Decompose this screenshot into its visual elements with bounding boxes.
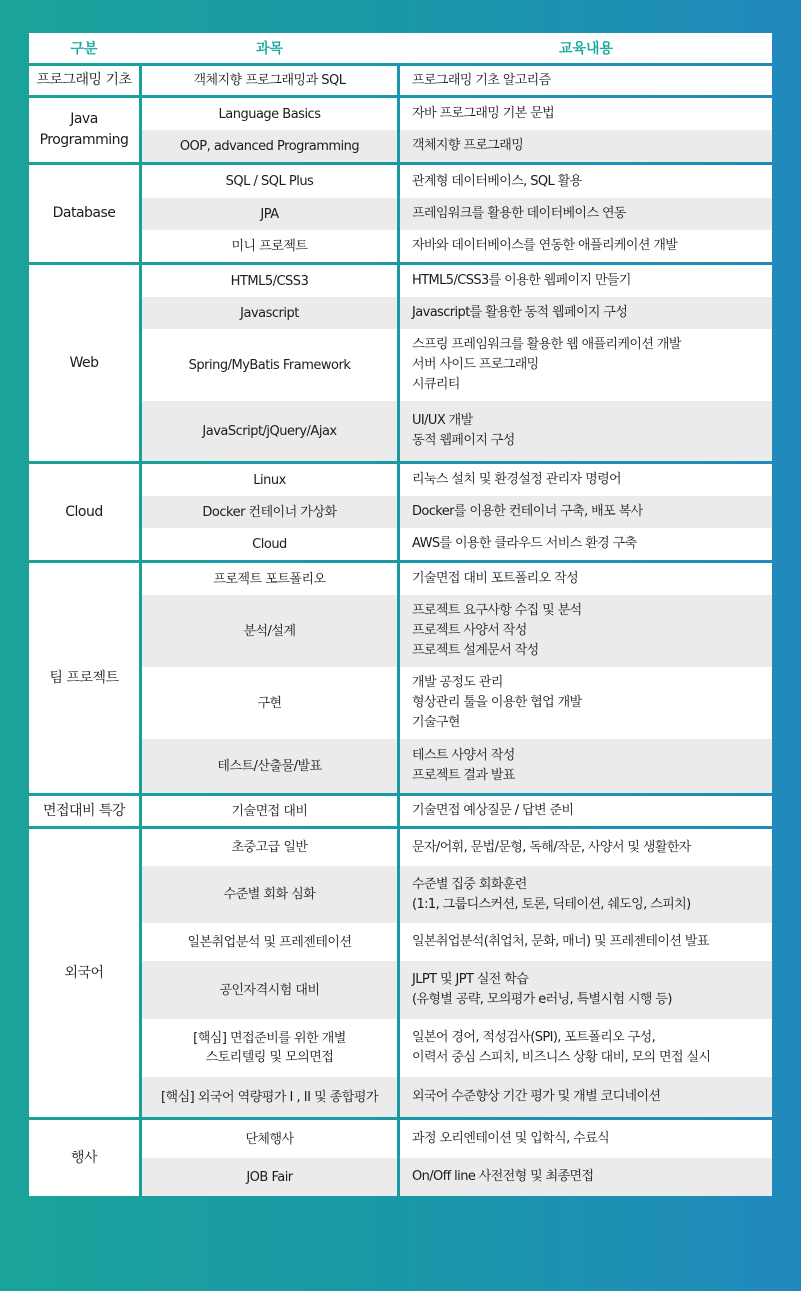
- subject-cell: 일본취업분석 및 프레젠테이션: [142, 923, 397, 961]
- table-row: [142, 667, 772, 739]
- content-cell: AWS를 이용한 클라우드 서비스 환경 구축: [400, 528, 772, 560]
- subject-rows: [142, 829, 772, 1117]
- category-group: [29, 464, 772, 560]
- table-row: [142, 265, 772, 297]
- subject-cell: JPA: [142, 198, 397, 230]
- category-cell: 면접대비 특강: [29, 796, 139, 826]
- content-cell: UI/UX 개발 동적 웹페이지 구성: [400, 401, 772, 461]
- content-cell: 기술면접 대비 포트폴리오 작성: [400, 563, 772, 595]
- content-cell: Javascript를 활용한 동적 웹페이지 구성: [400, 297, 772, 329]
- subject-rows: [142, 1120, 772, 1196]
- category-group: [29, 1120, 772, 1196]
- subject-cell: 초중고급 일반: [142, 829, 397, 866]
- subject-cell: [핵심] 외국어 역량평가 I , II 및 종합평가: [142, 1077, 397, 1117]
- content-cell: 프레임워크를 활용한 데이터베이스 연동: [400, 198, 772, 230]
- table-row: [142, 198, 772, 230]
- table-row: [142, 98, 772, 130]
- header-subject: 과목: [255, 41, 284, 57]
- subject-cell: [핵심] 면접준비를 위한 개별 스토리텔링 및 모의면접: [142, 1019, 397, 1077]
- table-row: [142, 464, 772, 496]
- table-row: [142, 1077, 772, 1117]
- subject-cell: Cloud: [142, 528, 397, 560]
- table-row: [142, 739, 772, 793]
- content-cell: 자바와 데이터베이스를 연동한 애플리케이션 개발: [400, 230, 772, 262]
- content-cell: On/Off line 사전전형 및 최종면접: [400, 1158, 772, 1196]
- category-group: [29, 829, 772, 1117]
- subject-cell: Javascript: [142, 297, 397, 329]
- subject-cell: JavaScript/jQuery/Ajax: [142, 401, 397, 461]
- category-cell: 외국어: [29, 829, 139, 1117]
- category-group: [29, 66, 772, 95]
- subject-cell: 분석/설계: [142, 595, 397, 667]
- content-cell: Docker를 이용한 컨테이너 구축, 배포 복사: [400, 496, 772, 528]
- table-row: [142, 829, 772, 866]
- category-group: [29, 796, 772, 826]
- table-row: [142, 496, 772, 528]
- table-row: [142, 401, 772, 461]
- header-content: 교육내용: [558, 41, 614, 57]
- table-row: [142, 563, 772, 595]
- subject-cell: 기술면접 대비: [142, 796, 397, 826]
- content-cell: JLPT 및 JPT 실전 학습 (유형별 공략, 모의평가 e러닝, 특별시험 시행 등): [400, 961, 772, 1019]
- table-row: [142, 297, 772, 329]
- subject-rows: [142, 66, 772, 95]
- subject-cell: 수준별 회화 심화: [142, 866, 397, 923]
- table-row: [142, 66, 772, 95]
- subject-cell: 구현: [142, 667, 397, 739]
- content-cell: 리눅스 설치 및 환경설정 관리자 명령어: [400, 464, 772, 496]
- subject-rows: [142, 563, 772, 793]
- subject-cell: Spring/MyBatis Framework: [142, 329, 397, 401]
- table-row: [142, 595, 772, 667]
- subject-rows: [142, 165, 772, 262]
- subject-cell: 테스트/산출물/발표: [142, 739, 397, 793]
- table-row: [142, 1120, 772, 1158]
- table-header: [29, 33, 772, 63]
- content-cell: 프로그래밍 기초 알고리즘: [400, 66, 772, 95]
- subject-cell: OOP, advanced Programming: [142, 130, 397, 162]
- category-cell: 행사: [29, 1120, 139, 1196]
- category-group: [29, 563, 772, 793]
- category-cell: Java Programming: [29, 98, 139, 162]
- content-cell: 관계형 데이터베이스, SQL 활용: [400, 165, 772, 198]
- table-row: [142, 1158, 772, 1196]
- content-cell: 외국어 수준향상 기간 평가 및 개별 코디네이션: [400, 1077, 772, 1117]
- content-cell: 문자/어휘, 문법/문형, 독해/작문, 사양서 및 생활한자: [400, 829, 772, 866]
- subject-cell: Linux: [142, 464, 397, 496]
- category-group: [29, 265, 772, 461]
- table-row: [142, 796, 772, 826]
- subject-rows: [142, 464, 772, 560]
- content-cell: 객체지향 프로그래밍: [400, 130, 772, 162]
- category-cell: Cloud: [29, 464, 139, 560]
- content-cell: 수준별 집중 회화훈련 (1:1, 그룹디스커션, 토론, 딕테이션, 쉐도잉, 스피치): [400, 866, 772, 923]
- content-cell: 개발 공정도 관리 형상관리 툴을 이용한 협업 개발 기술구현: [400, 667, 772, 739]
- category-group: [29, 98, 772, 162]
- curriculum-table: [29, 33, 772, 1199]
- category-cell: Web: [29, 265, 139, 461]
- subject-cell: 공인자격시험 대비: [142, 961, 397, 1019]
- table-row: [142, 923, 772, 961]
- content-cell: 일본어 경어, 적성검사(SPI), 포트폴리오 구성, 이력서 중심 스피치, 비즈니스 상황 대비, 모의 면접 실시: [400, 1019, 772, 1077]
- category-cell: Database: [29, 165, 139, 262]
- content-cell: 기술면접 예상질문 / 답변 준비: [400, 796, 772, 826]
- subject-rows: [142, 796, 772, 826]
- content-cell: HTML5/CSS3를 이용한 웹페이지 만들기: [400, 265, 772, 297]
- subject-cell: HTML5/CSS3: [142, 265, 397, 297]
- table-row: [142, 230, 772, 262]
- subject-cell: 단체행사: [142, 1120, 397, 1158]
- subject-cell: 미니 프로젝트: [142, 230, 397, 262]
- subject-cell: 프로젝트 포트폴리오: [142, 563, 397, 595]
- subject-cell: 객체지향 프로그래밍과 SQL: [142, 66, 397, 95]
- content-cell: 프로젝트 요구사항 수집 및 분석 프로젝트 사양서 작성 프로젝트 설계문서 작성: [400, 595, 772, 667]
- table-row: [142, 961, 772, 1019]
- subject-rows: [142, 265, 772, 461]
- category-cell: 프로그래밍 기초: [29, 66, 139, 95]
- subject-cell: Docker 컨테이너 가상화: [142, 496, 397, 528]
- table-row: [142, 528, 772, 560]
- header-category: 구분: [70, 41, 98, 57]
- category-group: [29, 165, 772, 262]
- category-cell: 팀 프로젝트: [29, 563, 139, 793]
- subject-cell: JOB Fair: [142, 1158, 397, 1196]
- content-cell: 테스트 사양서 작성 프로젝트 결과 발표: [400, 739, 772, 793]
- table-row: [142, 866, 772, 923]
- table-row: [142, 130, 772, 162]
- subject-rows: [142, 98, 772, 162]
- table-body: [29, 66, 772, 1196]
- content-cell: 스프링 프레임워크를 활용한 웹 애플리케이션 개발 서버 사이드 프로그래밍 시큐리티: [400, 329, 772, 401]
- table-row: [142, 329, 772, 401]
- content-cell: 자바 프로그래밍 기본 문법: [400, 98, 772, 130]
- content-cell: 일본취업분석(취업처, 문화, 매너) 및 프레젠테이션 발표: [400, 923, 772, 961]
- table-row: [142, 1019, 772, 1077]
- subject-cell: SQL / SQL Plus: [142, 165, 397, 198]
- content-cell: 과정 오리엔테이션 및 입학식, 수료식: [400, 1120, 772, 1158]
- table-row: [142, 165, 772, 198]
- subject-cell: Language Basics: [142, 98, 397, 130]
